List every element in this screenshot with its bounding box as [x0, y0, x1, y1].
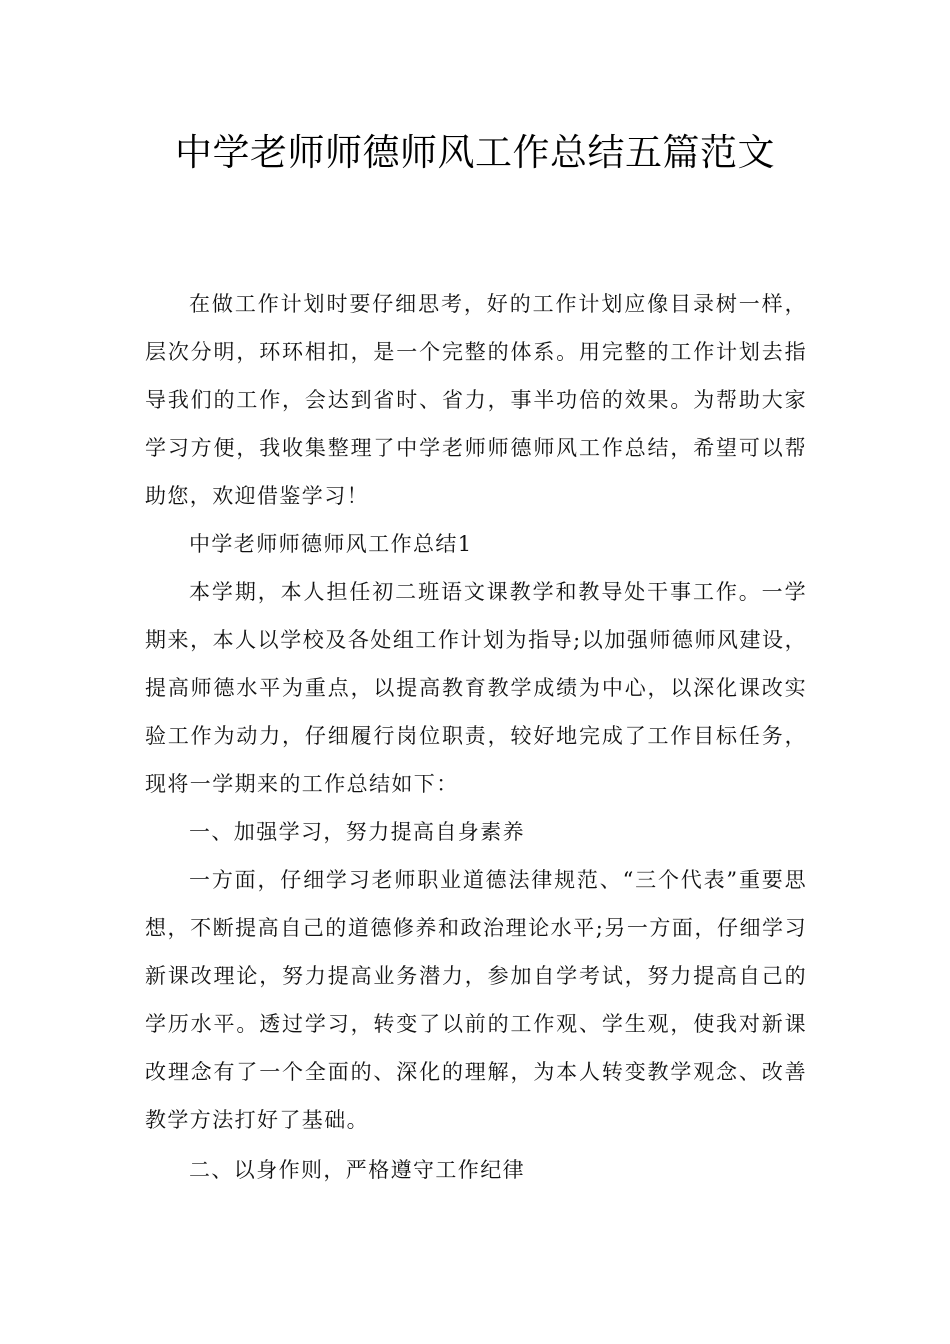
document-body — [145, 280, 807, 1194]
section-heading-discipline: 二、以身作则，严格遵守工作纪律 — [189, 1158, 525, 1182]
section-heading-study: 一、加强学习，努力提高自身素养 — [189, 820, 525, 844]
document-title: 中学老师师德师风工作总结五篇范文 — [175, 131, 775, 174]
section-heading-summary-1: 中学老师师德师风工作总结1 — [189, 532, 473, 556]
study-paragraph: 一方面，仔细学习老师职业道德法律规范、“三个代表”重要思想，不断提高自己的道德修养和政治理论水平;另一方面，仔细学习新课改理论，努力提高业务潜力，参加自学考试，努力提高自己的学历水平。透过学习，转变了以前的工作观、学生观，使我对新课改理念有了一个全面的、深化的理解，为本人转变教学观念、改善教学方法打好了基础。 — [145, 868, 807, 1132]
summary-paragraph: 本学期，本人担任初二班语文课教学和教导处干事工作。一学期来，本人以学校及各处组工作计划为指导;以加强师德师风建设，提高师德水平为重点，以提高教育教学成绩为中心，以深化课改实验工作为动力，仔细履行岗位职责，较好地完成了工作目标任务，现将一学期来的工作总结如下： — [145, 580, 807, 796]
intro-paragraph: 在做工作计划时要仔细思考，好的工作计划应像目录树一样，层次分明，环环相扣，是一个完整的体系。用完整的工作计划去指导我们的工作，会达到省时、省力，事半功倍的效果。为帮助大家学习方便，我收集整理了中学老师师德师风工作总结，希望可以帮助您，欢迎借鉴学习！ — [145, 292, 807, 508]
